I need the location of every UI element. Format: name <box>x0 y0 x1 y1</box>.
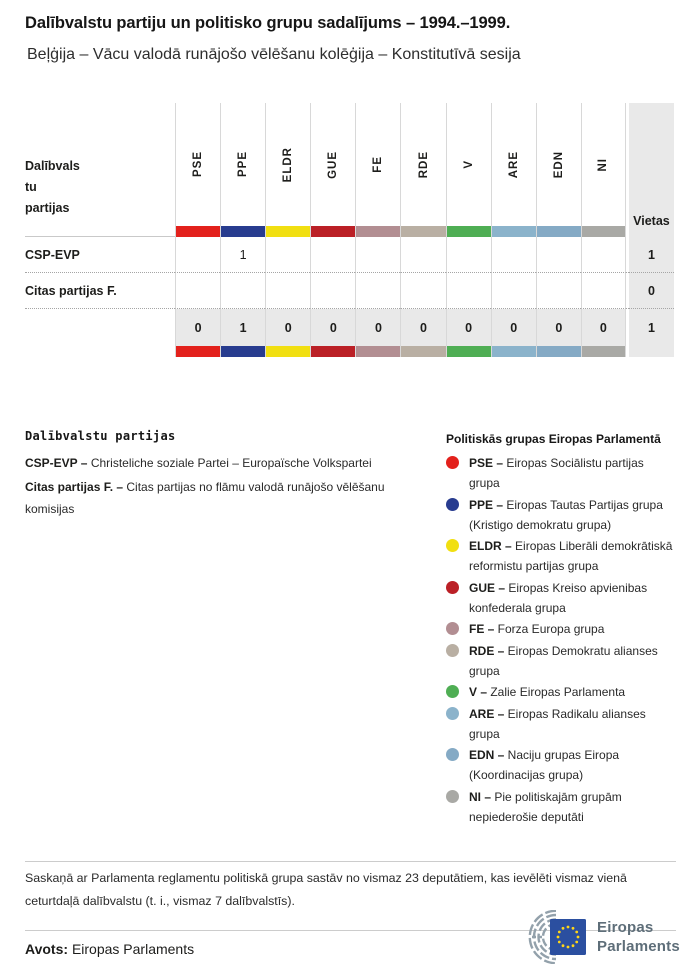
column-header-label: NI <box>597 157 610 172</box>
total-value-cell: 1 <box>220 309 265 346</box>
column-header-label-wrap <box>266 103 310 226</box>
value-cell <box>265 237 310 273</box>
group-color-dot <box>446 644 459 657</box>
legend-term: GUE – <box>469 580 506 595</box>
legend-item <box>25 476 425 520</box>
total-value-cell: 0 <box>446 309 491 346</box>
divider <box>25 861 676 862</box>
column-header-label-wrap <box>537 103 581 226</box>
legend-term: FE – <box>469 622 495 637</box>
legend-term: Citas partijas F. – <box>25 480 124 494</box>
column-header-label: V <box>462 160 475 169</box>
value-cell <box>175 237 220 273</box>
page-subtitle: Beļģija – Vācu valodā runājošo vēlēšanu kolēģija – Konstitutīvā sesija <box>27 46 521 63</box>
row-label: CSP-EVP <box>25 237 175 273</box>
group-color-bar <box>447 226 491 237</box>
total-value-cell: 0 <box>310 309 355 346</box>
column-header-label: RDE <box>417 150 430 179</box>
value-cell <box>355 237 400 273</box>
value-cell <box>446 273 491 309</box>
row-header-label-line: partijas <box>25 201 70 215</box>
legend-description: Zalie Eiropas Parlamenta <box>487 685 626 700</box>
group-color-dot <box>446 685 459 698</box>
groups-legend <box>446 453 678 828</box>
page-title: Dalībvalstu partiju un politisko grupu sadalījums – 1994.–1999. <box>25 14 511 32</box>
legend-text <box>469 536 674 577</box>
group-color-dot <box>446 498 459 511</box>
value-cell <box>265 273 310 309</box>
source-value: Eiropas Parlaments <box>71 941 195 957</box>
group-color-dot <box>446 622 459 635</box>
legend-text <box>469 704 674 745</box>
value-cell <box>536 237 581 273</box>
total-value-cell: 0 <box>355 309 400 346</box>
seats-cell: 1 <box>629 237 674 273</box>
group-color-bar <box>356 226 400 237</box>
group-color-bar <box>221 226 265 237</box>
column-header-gue <box>310 103 355 237</box>
legend-item <box>446 641 678 682</box>
legend-term: V – <box>469 685 488 700</box>
legend-item <box>446 704 678 745</box>
legend-term: CSP-EVP – <box>25 456 88 470</box>
group-color-bar <box>492 226 536 237</box>
member-parties-legend-heading: Dalībvalstu partijas <box>25 429 176 443</box>
column-header-pse <box>175 103 220 237</box>
column-header-label-wrap <box>401 103 445 226</box>
legend-text <box>469 453 674 494</box>
row-header-label-line: Dalībvals <box>25 159 80 173</box>
group-color-bar <box>176 226 220 237</box>
legend-item <box>446 787 678 828</box>
group-color-bar <box>220 346 265 357</box>
column-header-label-wrap <box>447 103 491 226</box>
column-header-ni <box>581 103 626 237</box>
legend-term: PPE – <box>469 497 504 512</box>
column-header-label: EDN <box>552 150 565 179</box>
column-header-eldr <box>265 103 310 237</box>
group-color-bar <box>311 226 355 237</box>
ep-logo-text <box>597 918 680 956</box>
value-cell: 1 <box>220 237 265 273</box>
legend-description: Eiropas Kreiso apvienibas konfederala grupa <box>469 580 648 616</box>
group-color-bar <box>310 346 355 357</box>
legend-item <box>446 578 678 619</box>
legend-item <box>446 682 678 702</box>
legend-description: Naciju grupas Eiropa (Koordinacijas grupa) <box>469 748 620 783</box>
column-header-label-wrap <box>311 103 355 226</box>
value-cell <box>310 237 355 273</box>
legend-description: Eiropas Demokratu alianses grupa <box>469 643 658 678</box>
column-header-label: GUE <box>327 150 340 179</box>
group-color-bar <box>266 226 310 237</box>
group-color-bar <box>491 346 536 357</box>
group-color-dot <box>446 539 459 552</box>
legend-text <box>469 787 674 828</box>
column-header-label-wrap <box>221 103 265 226</box>
value-cell <box>581 237 626 273</box>
legend-term: NI – <box>469 789 492 804</box>
footnote: Saskaņā ar Parlamenta reglamentu politiskā grupa sastāv no vismaz 23 deputātiem, kas ievēlēti vismaz vienā ceturtdaļā dalībvalstu (t. i., vismaz 7 dalībvalstīs). <box>25 871 627 908</box>
ep-logo-text-line1: Eiropas <box>597 919 654 936</box>
member-parties-legend <box>25 452 425 522</box>
legend-term: ELDR – <box>469 539 512 554</box>
group-color-dot <box>446 790 459 803</box>
table-corner-header <box>25 103 175 237</box>
legend-item <box>446 495 678 536</box>
legend-item <box>446 453 678 494</box>
groups-legend-heading: Politiskās grupas Eiropas Parlamentā <box>446 432 661 446</box>
column-header-label-wrap <box>582 103 625 226</box>
group-color-bar <box>175 346 220 357</box>
group-color-dot <box>446 748 459 761</box>
total-value-cell: 0 <box>491 309 536 346</box>
total-row-spacer <box>25 309 175 346</box>
legend-item <box>446 619 678 639</box>
legend-text <box>469 745 674 786</box>
legend-item <box>446 745 678 786</box>
legend-description: Pie politiskajām grupām nepiederošie deputāti <box>469 789 622 825</box>
legend-description: Christeliche soziale Partei – Europaïsche Volkspartei <box>87 456 372 470</box>
legend-term: PSE – <box>469 456 504 470</box>
group-color-bar <box>536 346 581 357</box>
value-cell <box>355 273 400 309</box>
value-cell <box>446 237 491 273</box>
legend-description: Eiropas Liberāli demokrātiskā reformistu partijas grupa <box>469 539 673 574</box>
group-color-bar <box>401 226 445 237</box>
column-header-label: PPE <box>237 151 250 178</box>
legend-text <box>469 578 674 619</box>
seats-distribution-table <box>25 103 674 357</box>
total-value-cell: 0 <box>536 309 581 346</box>
column-header-label: ARE <box>507 150 520 179</box>
value-cell <box>400 273 445 309</box>
column-header-ppe <box>220 103 265 237</box>
row-label: Citas partijas F. <box>25 273 175 309</box>
column-header-rde <box>400 103 445 237</box>
value-cell <box>491 273 536 309</box>
column-header-label-wrap <box>492 103 536 226</box>
total-value-cell: 0 <box>581 309 626 346</box>
total-value-cell: 0 <box>175 309 220 346</box>
legend-text <box>469 641 674 682</box>
legend-description: Eiropas Tautas Partijas grupa (Kristigo demokratu grupa) <box>469 497 663 532</box>
bottom-bar-spacer <box>25 346 175 357</box>
column-header-label: PSE <box>192 151 205 178</box>
legend-item <box>446 536 678 577</box>
group-color-bar <box>582 226 625 237</box>
value-cell <box>581 273 626 309</box>
legend-description: Citas partijas no flāmu valodā runājošo vēlēšanu komisijas <box>25 480 385 516</box>
ep-logo-text-line2: Parlaments <box>597 938 680 955</box>
column-header-v <box>446 103 491 237</box>
seats-column-label: Vietas <box>633 214 670 228</box>
column-header-fe <box>355 103 400 237</box>
value-cell <box>220 273 265 309</box>
source-line <box>25 941 194 957</box>
value-cell <box>491 237 536 273</box>
legend-text <box>469 682 674 702</box>
column-header-label: FE <box>372 156 385 173</box>
group-color-bar <box>581 346 626 357</box>
column-header-edn <box>536 103 581 237</box>
legend-text <box>469 619 674 639</box>
legend-term: EDN – <box>469 748 505 763</box>
seats-cell: 0 <box>629 273 674 309</box>
group-color-bar <box>265 346 310 357</box>
row-header-label-line: tu <box>25 180 37 194</box>
column-header-label-wrap <box>176 103 220 226</box>
group-color-bar <box>400 346 445 357</box>
legend-term: RDE – <box>469 643 505 658</box>
value-cell <box>175 273 220 309</box>
group-color-dot <box>446 707 459 720</box>
group-color-dot <box>446 581 459 594</box>
value-cell <box>536 273 581 309</box>
total-value-cell: 0 <box>400 309 445 346</box>
source-label: Avots: <box>25 941 69 957</box>
legend-term: ARE – <box>469 706 505 721</box>
group-color-bar <box>537 226 581 237</box>
ep-logo-flag-icon <box>550 919 586 955</box>
value-cell <box>310 273 355 309</box>
group-color-bar <box>355 346 400 357</box>
legend-description: Forza Europa grupa <box>494 622 605 637</box>
total-value-cell: 0 <box>265 309 310 346</box>
column-header-label-wrap <box>356 103 400 226</box>
row-header-label <box>25 156 80 219</box>
ep-logo-hemicycle-icon <box>506 910 588 964</box>
legend-text <box>469 495 674 536</box>
group-color-dot <box>446 456 459 469</box>
seats-column-header <box>629 103 674 237</box>
column-header-are <box>491 103 536 237</box>
legend-item <box>25 452 425 474</box>
legend-description: Eiropas Sociālistu partijas grupa <box>469 456 644 491</box>
total-seats-cell: 1 <box>629 309 674 346</box>
legend-description: Eiropas Radikalu alianses grupa <box>469 706 646 741</box>
column-header-label: ELDR <box>282 146 295 183</box>
group-color-bar <box>446 346 491 357</box>
value-cell <box>400 237 445 273</box>
ep-logo <box>506 910 680 964</box>
seats-column-footer <box>629 346 674 357</box>
